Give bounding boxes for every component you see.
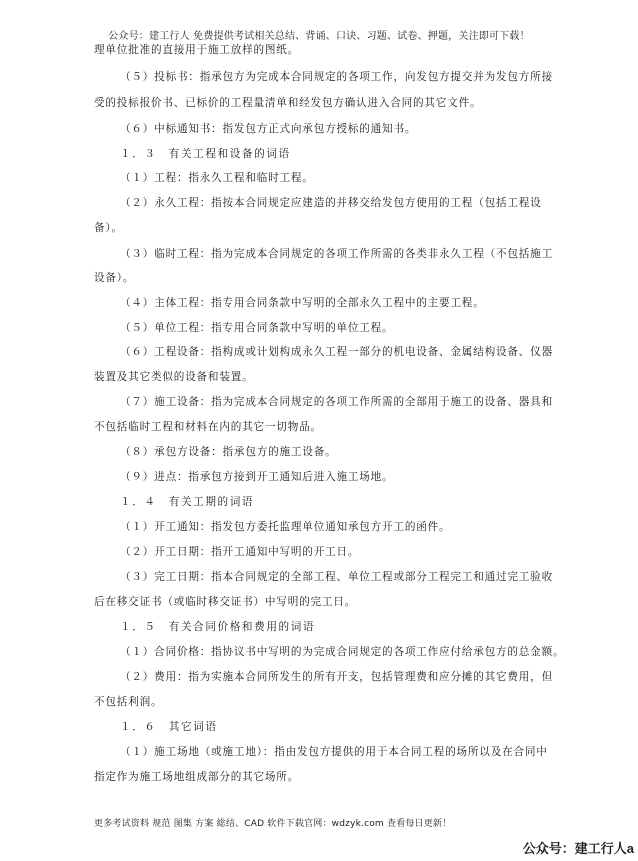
section-heading: １．３ 有关工程和设备的词语 — [120, 148, 291, 160]
text-line: 理单位批准的直接用于施工放样的图纸。 — [94, 44, 300, 56]
text-line: 备）。 — [94, 222, 123, 234]
text-line: （１）开工通知：指发包方委托监理单位通知承包方开工的函件。 — [120, 521, 451, 533]
text-line: （６）工程设备：指构成或计划构成永久工程一部分的机电设备、金属结构设备、仪器 — [120, 346, 553, 358]
text-line: 装置及其它类似的设备和装置。 — [94, 371, 254, 383]
text-line: （１）施工场地（或施工地）：指由发包方提供的用于本合同工程的场所以及在合同中 — [120, 746, 548, 758]
text-line: （４）主体工程：指专用合同条款中写明的全部永久工程中的主要工程。 — [120, 297, 485, 309]
text-line: （２）费用：指为实施本合同所发生的所有开支，包括管理费和应分摊的其它费用，但 — [120, 671, 553, 683]
text-line: （５）投标书：指承包方为完成本合同规定的各项工作，向发包方提交并为发包方所接 — [120, 71, 553, 83]
text-line: （９）进点：指承包方接到开工通知后进入施工场地。 — [120, 471, 394, 483]
text-line: 不包括临时工程和材料在内的其它一切物品。 — [94, 421, 322, 433]
text-line: 受的投标报价书、已标价的工程量清单和经发包方确认进入合同的其它文件。 — [94, 97, 482, 109]
text-line: （１）合同价格：指协议书中写明的为完成合同规定的各项工作应付给承包方的总金额。 — [120, 646, 565, 658]
text-line: （７）施工设备：指为完成本合同规定的各项工作所需的全部用于施工的设备、器具和 — [120, 396, 553, 408]
text-line: 后在移交证书（或临时移交证书）中写明的完工日。 — [94, 596, 357, 608]
text-line: 设备）。 — [94, 272, 135, 284]
text-line: 指定作为施工场地组成部分的其它场所。 — [94, 771, 300, 783]
watermark: 公众号：建工行人a — [522, 841, 634, 856]
text-line: （２）开工日期：指开工通知中写明的开工日。 — [120, 546, 360, 558]
text-line: 不包括利润。 — [94, 696, 163, 708]
section-heading: １．４ 有关工期的词语 — [120, 496, 255, 508]
text-line: （８）承包方设备：指承包方的施工设备。 — [120, 446, 337, 458]
header-note: 公众号：建工行人 免费提供考试相关总结、背诵、口诀、习题、试卷、押题，关注即可下载！ — [108, 31, 530, 42]
text-line: （２）永久工程：指按本合同规定应建造的并移交给发包方使用的工程（包括工程设 — [120, 197, 542, 209]
text-line: （３）完工日期：指本合同规定的全部工程、单位工程或部分工程完工和通过完工验收 — [120, 571, 553, 583]
text-line: （３）临时工程：指为完成本合同规定的各项工作所需的各类非永久工程（不包括施工 — [120, 248, 553, 260]
text-line: （５）单位工程：指专用合同条款中写明的单位工程。 — [120, 322, 394, 334]
text-line: （６）中标通知书：指发包方正式向承包方授标的通知书。 — [120, 123, 417, 135]
section-heading: １．５ 有关合同价格和费用的词语 — [120, 621, 316, 633]
footer-note: 更多考试资料 规范 图集 方案 総结、CAD 软件下载官网：wdzyk.com 查看每日更新！ — [94, 819, 452, 829]
text-line: （１）工程：指永久工程和临时工程。 — [120, 172, 314, 184]
section-heading: １．６ 其它词语 — [120, 721, 218, 733]
